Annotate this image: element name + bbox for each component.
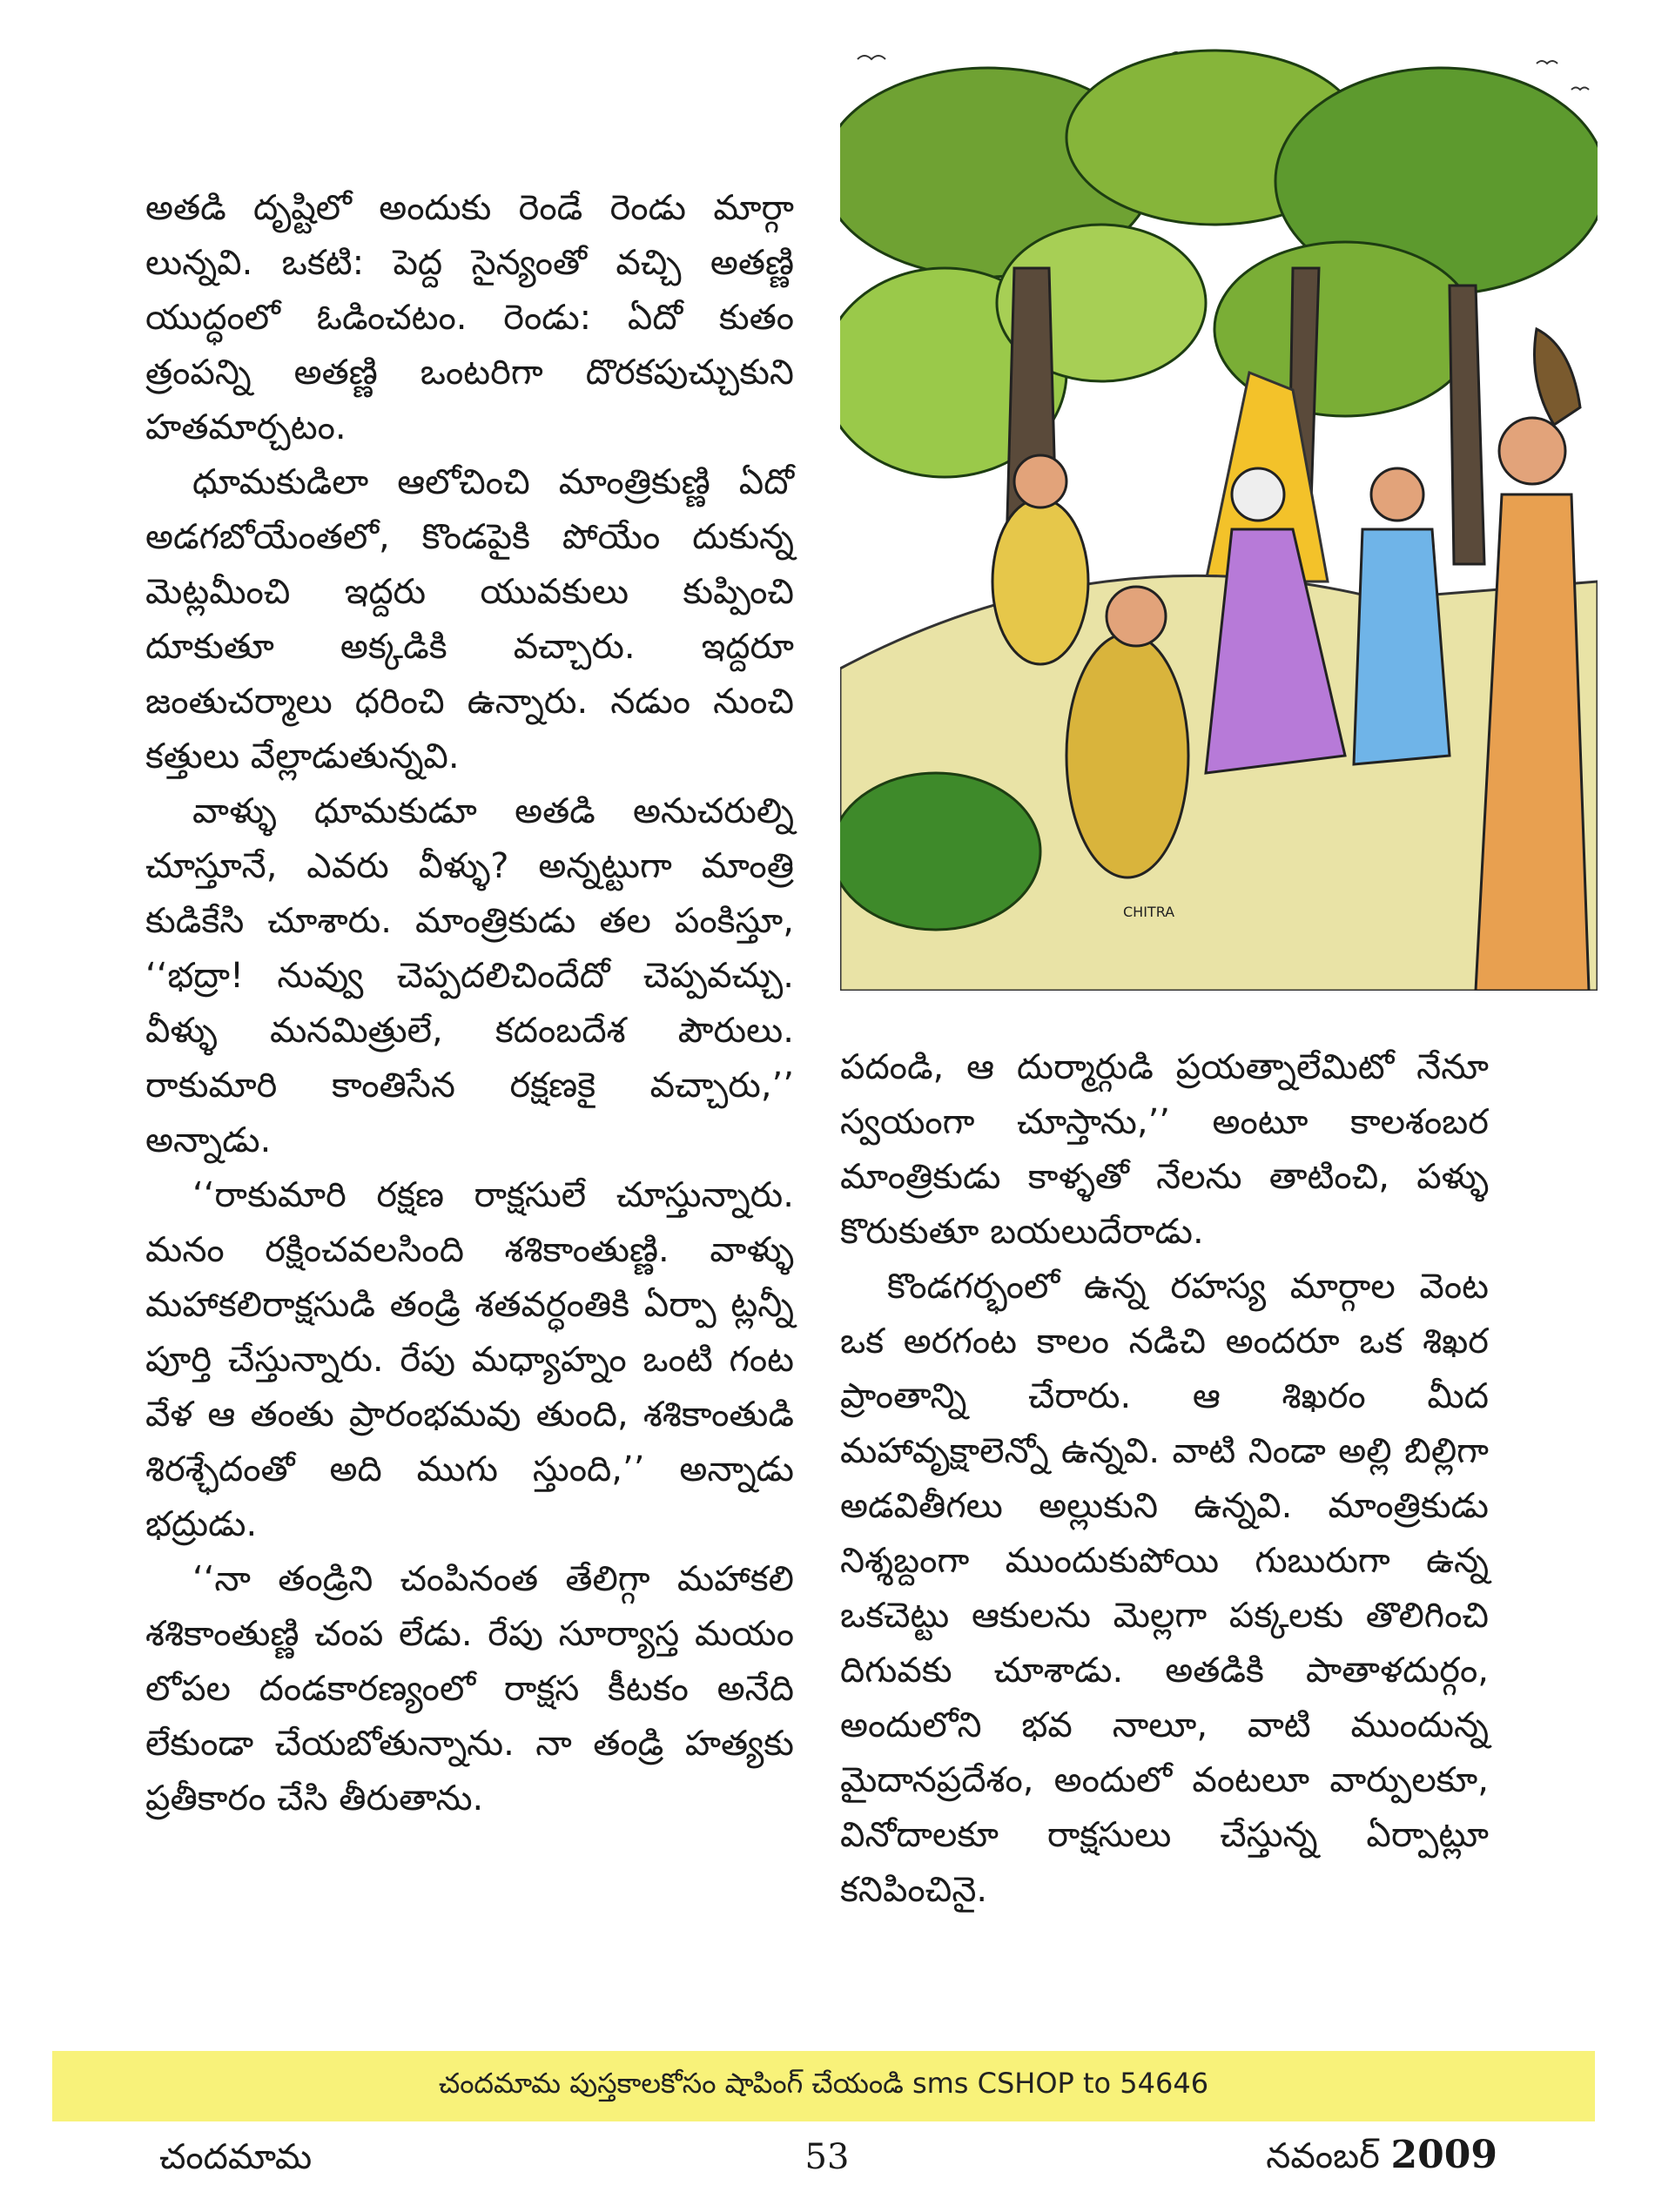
footer-year: 2009: [1390, 2133, 1497, 2177]
footer-page-number: 53: [804, 2137, 850, 2177]
paragraph: ‘‘రాకుమారి రక్షణ రాక్షసులే చూస్తున్నారు. మనం రక్షించవలసింది శశికాంతుణ్ణి. వాళ్ళు మహాకలిరాక్షసుడి తండ్రి శతవర్ధంతికి ఏర్పా ట్లన్నీ పూర్తి చేస్తున్నారు. రేపు మధ్యాహ్నం ఒంటి గంట వేళ ఆ తంతు ప్రారంభమవు తుంది, శశికాంతుడి శిరశ్ఛేదంతో అది ముగు స్తుంది,’’ అన్నాడు భద్రుడు.: [145, 1175, 794, 1544]
footer-magazine-name: చందమామ: [159, 2137, 313, 2177]
artist-signature: CHITRA: [1123, 904, 1175, 920]
footer-date: [1184, 2133, 1497, 2185]
promo-banner: [52, 2051, 1595, 2121]
promo-banner-text: చందమామ పుస్తకాలకోసం షాపింగ్ చేయండి sms CSHOP to 54646: [438, 2067, 1209, 2100]
paragraph: వాళ్ళు ధూమకుడూ అతడి అనుచరుల్ని చూస్తూనే, ఎవరు వీళ్ళు? అన్నట్టుగా మాంత్రి కుడికేసి చూశారు. మాంత్రికుడు తల పంకిస్తూ, ‘‘భద్రా! నువ్వు చెప్పదలిచిందేదో చెప్పవచ్చు. వీళ్ళు మనమిత్రులే, కదంబదేశ పౌరులు. రాకుమారి కాంతిసేన రక్షణకై వచ్చారు,’’ అన్నాడు.: [145, 791, 794, 1160]
paragraph: అతడి దృష్టిలో అందుకు రెండే రెండు మార్గా లున్నవి. ఒకటి: పెద్ద సైన్యంతో వచ్చి అతణ్ణి యుద్ధంలో ఓడించటం. రెండు: ఏదో కుతం త్రంపన్ని అతణ్ణి ఒంటరిగా దొరకపుచ్చుకుని హతమార్చటం.: [145, 188, 794, 447]
paragraph: పదండి, ఆ దుర్మార్గుడి ప్రయత్నాలేమిటో నేనూ స్వయంగా చూస్తాను,’’ అంటూ కాలశంబర మాంత్రికుడు కాళ్ళతో నేలను తాటించి, పళ్ళు కొరుకుతూ బయలుదేరాడు.: [840, 1047, 1489, 1252]
left-text-column: [145, 181, 794, 1826]
paragraph: ధూమకుడిలా ఆలోచించి మాంత్రికుణ్ణి ఏదో అడగబోయేంతలో, కొండపైకి పోయేం దుకున్న మెట్లమీంచి ఇద్దరు యువకులు కుప్పించి దూకుతూ అక్కడికి వచ్చారు. ఇద్దరూ జంతుచర్మాలు ధరించి ఉన్నారు. నడుం నుంచి కత్తులు వేల్లాడుతున్నవి.: [145, 462, 794, 777]
bush: [840, 773, 1040, 930]
right-text-column: [840, 1040, 1489, 1918]
story-illustration: [840, 42, 1598, 991]
footer-month: నవంబర్: [1266, 2136, 1380, 2176]
paragraph: కొండగర్భంలో ఉన్న రహస్య మార్గాల వెంట ఒక అరగంట కాలం నడిచి అందరూ ఒక శిఖర ప్రాంతాన్ని చేరారు. ఆ శిఖరం మీద మహావృక్షాలెన్నో ఉన్నవి. వాటి నిండా అల్లి బిల్లిగా అడవితీగలు అల్లుకుని ఉన్నవి. మాంత్రికుడు నిశ్శబ్దంగా ముందుకుపోయి గుబురుగా ఉన్న ఒకచెట్టు ఆకులను మెల్లగా పక్కలకు తొలిగించి దిగువకు చూశాడు. అతడికి పాతాళదుర్గం, అందులోని భవ నాలూ, వాటి ముందున్న మైదానప్రదేశం, అందులో వంటలూ వార్పులకూ, వినోదాలకూ రాక్షసులు చేస్తున్న ఏర్పాట్లూ కనిపించినై.: [840, 1267, 1489, 1910]
paragraph: ‘‘నా తండ్రిని చంపినంత తేలిగ్గా మహాకలి శశికాంతుణ్ణి చంప లేడు. రేపు సూర్యాస్త మయం లోపల దండకారణ్యంలో రాక్షస కీటకం అనేది లేకుండా చేయబోతున్నాను. నా తండ్రి హత్యకు ప్రతీకారం చేసి తీరుతాను.: [145, 1559, 794, 1819]
